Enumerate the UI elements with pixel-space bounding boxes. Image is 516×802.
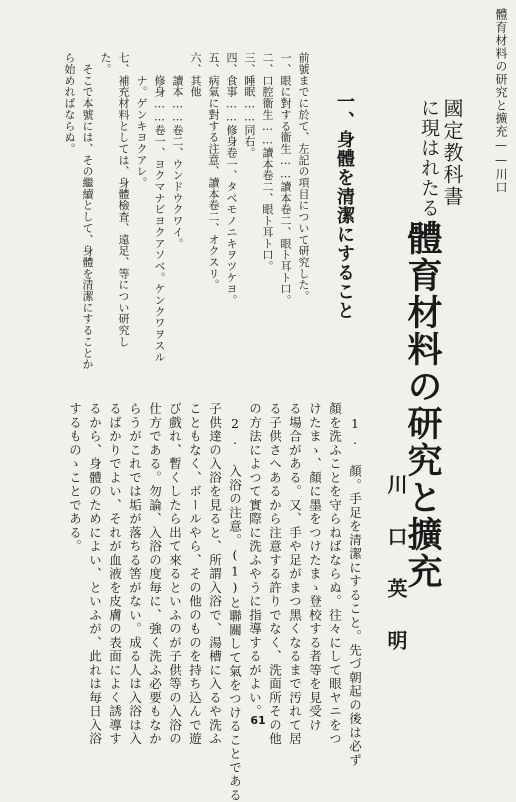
list-line: 七、補充材料としては、身體檢査、遠足、等につい研究し — [117, 52, 130, 348]
text-line: び戲れ、暫くしたら出て來るといふのが子供等の入浴の — [167, 402, 183, 746]
text-line: けたまゝ、顏に墨をつけたまゝ登校する者等を見受け — [307, 402, 323, 732]
text-line: る子供さへあるから注意する許りでなく、洗面所その他 — [267, 402, 283, 746]
article-title: 體育材料の研究と擴充 — [402, 220, 443, 590]
title-prefix-line1: 國定教科書 — [440, 98, 464, 208]
list-line: 修身……卷一、ヨクマナビヨクアソベ。ケンクワヲスル — [153, 52, 166, 363]
list-line: 四、食事……修身卷一、タベモノニキヲツケヨ。 — [225, 52, 238, 306]
text-line: るばかりでよい、それが血液を皮膚の表面によく誘導す — [107, 402, 123, 746]
list-line: そこで本號には、その繼續として、身體を清潔にすることか — [81, 52, 94, 370]
list-line: 一、眼に對する衞生……讀本卷二、眼ト耳ト口。 — [279, 52, 292, 306]
running-header-text: 體育材料の研究と擴充——川口 — [494, 8, 508, 194]
list-block — [56, 52, 316, 462]
list-line: 二、口腔衞生……讀本卷二、眼ト耳ト口。 — [261, 52, 274, 272]
list-line: た。 — [99, 52, 112, 75]
text-line: 1. 顏。手足を清潔にすること。先づ朝起の後は必ず — [347, 402, 363, 767]
list-line: ら始めればならぬ。 — [63, 52, 76, 155]
text-line: 顏を洗ふことを守らねばならぬ。往々にして眼ヤニをつ — [327, 402, 343, 746]
list-line: 前號までに於て、左記の項目について研究した。 — [297, 52, 310, 302]
running-header — [493, 8, 510, 194]
text-line: の方法によつて實際に洗ふやうに指導するがよい。 — [247, 402, 263, 719]
text-line: するものゝことである。 — [67, 402, 83, 554]
text-line: 子供達の入浴を見ると、所謂入浴で、湯槽に入るや洗ふ — [207, 402, 223, 746]
text-line: る場合がある。又、手や足がまつ黑くなるまで汚れて居 — [287, 402, 303, 746]
section-heading: 一、身體を清潔にすること — [334, 92, 355, 320]
list-line: ナ。ゲンキヨクアレ。 — [135, 52, 148, 189]
list-line: 讀本……卷二、ウンドウクワイ。 — [171, 52, 184, 249]
title-prefix-line2: に現はれたる — [418, 98, 440, 218]
author-name: 川 口 英 明 — [384, 474, 408, 654]
list-line: 五、病氣に對する注意、讀本卷二、オクスリ。 — [207, 52, 220, 291]
text-line: 2. 入浴の注意。(1)と聯關して氣をつけることである — [227, 402, 243, 802]
text-line: らうがこれでは垢が落ちる筈がない。成る人は入浴は入 — [127, 402, 143, 746]
text-line: るから、身體のためによい、といふが、此れは毎日入浴 — [87, 402, 103, 746]
page-number: 61 — [250, 714, 266, 727]
list-line: 六、其他 — [189, 52, 202, 98]
list-line: 三、睡眠……同右。 — [243, 52, 256, 159]
text-line: こともなく、ボールやら、その他のものを持ち込んで遊 — [187, 402, 203, 746]
text-line: 仕方である。勿論、入浴の度毎に、強く洗ふ必要もなか — [147, 402, 163, 746]
